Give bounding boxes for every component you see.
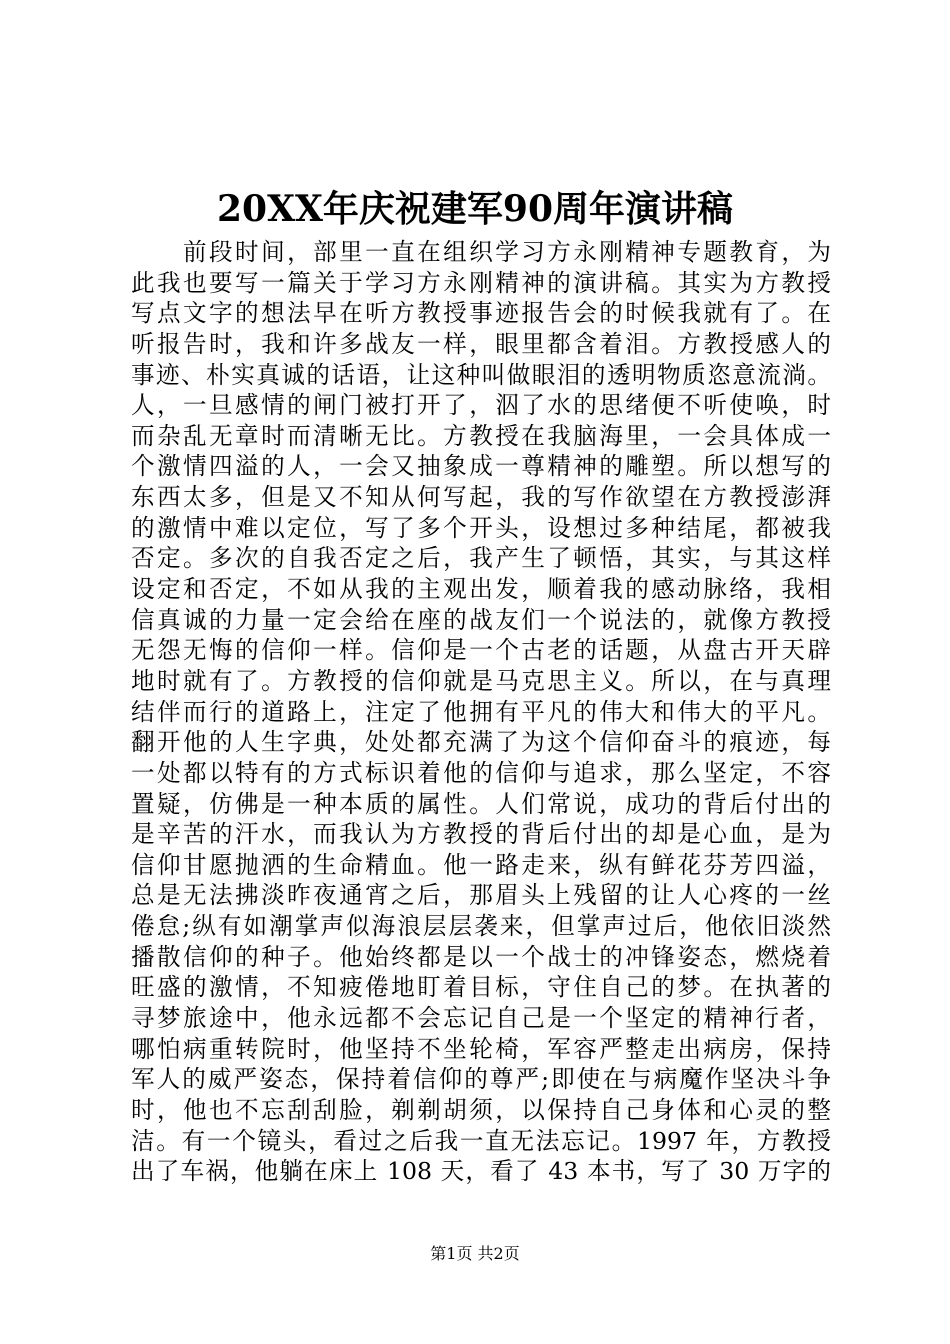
body-line: 人，一旦感情的闸门被打开了，泅了水的思绪便不听使唤，时 xyxy=(131,391,831,420)
body-line: 寻梦旅途中，他永远都不会忘记自己是一个坚定的精神行者， xyxy=(131,1004,831,1033)
body-line: 此我也要写一篇关于学习方永刚精神的演讲稿。其实为方教授 xyxy=(131,268,831,297)
body-line: 总是无法拂淡昨夜通宵之后，那眉头上残留的让人心疼的一丝 xyxy=(131,881,831,910)
body-line: 否定。多次的自我否定之后，我产生了顿悟，其实，与其这样 xyxy=(131,544,831,573)
body-line: 写点文字的想法早在听方教授事迹报告会的时候我就有了。在 xyxy=(131,299,831,328)
body-line: 的激情中难以定位，写了多个开头，设想过多种结尾，都被我 xyxy=(131,513,831,542)
body-line: 设定和否定，不如从我的主观出发，顺着我的感动脉络，我相 xyxy=(131,575,831,604)
body-line: 信仰甘愿抛洒的生命精血。他一路走来，纵有鲜花芬芳四溢， xyxy=(131,850,831,879)
page-footer: 第1页 共2页 xyxy=(430,1244,520,1263)
body-line: 听报告时，我和许多战友一样，眼里都含着泪。方教授感人的 xyxy=(131,329,831,358)
body-line: 旺盛的激情，不知疲倦地盯着目标，守住自己的梦。在执著的 xyxy=(131,973,831,1002)
body-line: 是辛苦的汗水，而我认为方教授的背后付出的却是心血，是为 xyxy=(131,820,831,849)
body-line: 置疑，仿佛是一种本质的属性。人们常说，成功的背后付出的 xyxy=(131,789,831,818)
body-line: 地时就有了。方教授的信仰就是马克思主义。所以，在与真理 xyxy=(131,666,831,695)
body-line: 洁。有一个镜头，看过之后我一直无法忘记。1997 年，方教授 xyxy=(131,1126,831,1155)
body-line: 信真诚的力量一定会给在座的战友们一个说法的，就像方教授 xyxy=(131,605,831,634)
body-line: 前段时间，部里一直在组织学习方永刚精神专题教育，为 xyxy=(131,238,831,266)
document-title: 20XX年庆祝建军90周年演讲稿 xyxy=(216,188,734,230)
document-body xyxy=(131,237,831,1187)
body-line: 出了车祸，他躺在床上 108 天，看了 43 本书，写了 30 万字的 xyxy=(131,1157,831,1186)
body-line: 事迹、朴实真诚的话语，让这种叫做眼泪的透明物质恣意流淌。 xyxy=(131,360,831,389)
body-line: 一处都以特有的方式标识着他的信仰与追求，那么坚定，不容 xyxy=(131,758,831,787)
body-line: 结伴而行的道路上，注定了他拥有平凡的伟大和伟大的平凡。 xyxy=(131,697,831,726)
body-line: 翻开他的人生字典，处处都充满了为这个信仰奋斗的痕迹，每 xyxy=(131,728,831,757)
body-line: 军人的威严姿态，保持着信仰的尊严;即使在与病魔作坚决斗争 xyxy=(131,1065,831,1094)
body-line: 无怨无悔的信仰一样。信仰是一个古老的话题，从盘古开天辟 xyxy=(131,636,831,665)
body-line: 东西太多，但是又不知从何写起，我的写作欲望在方教授澎湃 xyxy=(131,483,831,512)
body-line: 个激情四溢的人，一会又抽象成一尊精神的雕塑。所以想写的 xyxy=(131,452,831,481)
body-line: 而杂乱无章时而清晰无比。方教授在我脑海里，一会具体成一 xyxy=(131,421,831,450)
body-line: 播散信仰的种子。他始终都是以一个战士的冲锋姿态，燃烧着 xyxy=(131,942,831,971)
body-line: 哪怕病重转院时，他坚持不坐轮椅，军容严整走出病房，保持 xyxy=(131,1034,831,1063)
body-line: 倦怠;纵有如潮掌声似海浪层层袭来，但掌声过后，他依旧淡然 xyxy=(131,912,831,941)
body-line: 时，他也不忘刮刮脸，剃剃胡须，以保持自己身体和心灵的整 xyxy=(131,1095,831,1124)
